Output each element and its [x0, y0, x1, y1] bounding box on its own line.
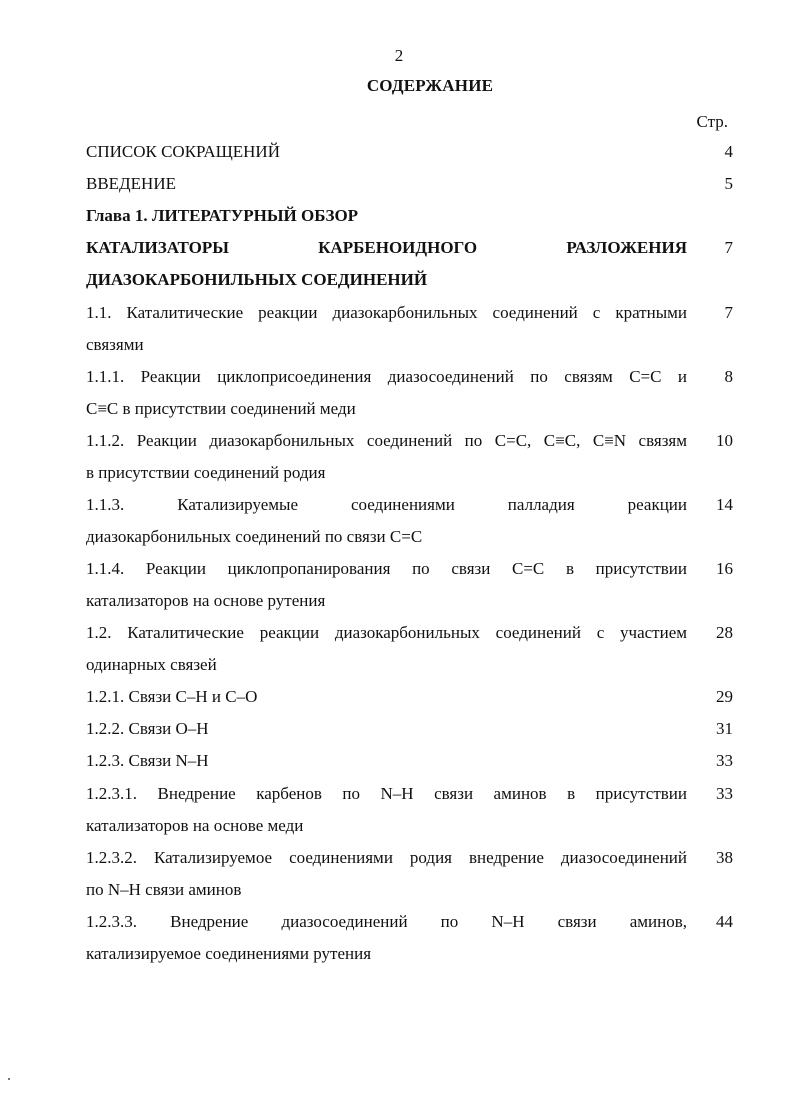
toc-entry	[86, 842, 733, 906]
toc-entry-text: СПИСОК СОКРАЩЕНИЙ	[86, 142, 280, 161]
toc-entry	[86, 906, 733, 970]
toc-entry	[86, 745, 733, 777]
toc-entry-page: 29	[716, 687, 733, 706]
toc-entry-page: 33	[716, 784, 733, 803]
toc-entry-text: 1.2.3. Связи N–Н	[86, 751, 209, 770]
toc-entry-text: 1.2.1. Связи С–Н и С–О	[86, 687, 258, 706]
toc-entry-page: 33	[716, 751, 733, 770]
toc-entry-page: 8	[724, 367, 733, 386]
toc-entry-page: 4	[724, 142, 733, 161]
toc-entry-text: 1.2.3.1. Внедрение карбенов по N–Н связи аминов в присутствии	[86, 784, 687, 803]
toc-chapter-heading	[86, 200, 733, 296]
toc-entry-page: 31	[716, 719, 733, 738]
toc-entry-page: 44	[716, 912, 733, 931]
toc-entry-text: катализируемое соединениями рутения	[86, 944, 372, 963]
toc-entry-text: катализаторов на основе рутения	[86, 591, 326, 610]
toc-entry-text: Глава 1. ЛИТЕРАТУРНЫЙ ОБЗОР	[86, 206, 359, 225]
toc-entry-text: 1.2.3.2. Катализируемое соединениями родия внедрение диазосоединений	[86, 848, 687, 867]
toc-entry-text: по N–Н связи аминов	[86, 880, 242, 899]
toc-entry	[86, 361, 733, 425]
toc-entry-text: в присутствии соединений родия	[86, 463, 326, 482]
toc-entry-page: 5	[724, 174, 733, 193]
toc-entry-text: 1.2.3.3. Внедрение диазосоединений по N–Н связи аминов,	[86, 912, 687, 931]
toc-entry-page: 7	[724, 303, 733, 322]
page-number: 2	[394, 46, 404, 65]
toc-entry-text: ВВЕДЕНИЕ	[86, 174, 176, 193]
toc-entry-text: КАТАЛИЗАТОРЫ КАРБЕНОИДНОГО РАЗЛОЖЕНИЯ	[86, 238, 687, 257]
page-title: СОДЕРЖАНИЕ	[366, 76, 494, 95]
toc-entry	[86, 425, 733, 489]
toc-entry-page: 7	[724, 238, 733, 257]
toc-entry	[86, 778, 733, 842]
toc-entry	[86, 168, 733, 200]
toc-entry	[86, 297, 733, 361]
toc-entry-text: связями	[86, 335, 144, 354]
toc-entry-text: 1.1.3. Катализируемые соединениями палладия реакции	[86, 495, 687, 514]
toc-entry	[86, 617, 733, 681]
toc-entry-text: С≡С в присутствии соединений меди	[86, 399, 356, 418]
toc-entry	[86, 136, 733, 168]
toc-entry	[86, 553, 733, 617]
toc-entry-text: катализаторов на основе меди	[86, 816, 304, 835]
toc-entry-text: 1.2.2. Связи О–Н	[86, 719, 209, 738]
page-column-label: Стр.	[696, 112, 728, 131]
toc-entry-text: одинарных связей	[86, 655, 217, 674]
toc-entry-page: 28	[716, 623, 733, 642]
toc-entry-page: 38	[716, 848, 733, 867]
toc-entry-text: 1.1.1. Реакции циклоприсоединения диазосоединений по связям С=С и	[86, 367, 687, 386]
toc-entry-page: 16	[716, 559, 733, 578]
toc-entry-text: диазокарбонильных соединений по связи С=С	[86, 527, 423, 546]
toc-entry	[86, 489, 733, 553]
toc-entry	[86, 681, 733, 713]
toc-entry-text: 1.2. Каталитические реакции диазокарбонильных соединений с участием	[86, 623, 687, 642]
toc-entry-text: ДИАЗОКАРБОНИЛЬНЫХ СОЕДИНЕНИЙ	[86, 270, 428, 289]
toc-entry-text: 1.1.2. Реакции диазокарбонильных соединений по С=С, С≡С, С≡N связям	[86, 431, 687, 450]
scan-speck	[8, 1078, 10, 1080]
toc-entry-text: 1.1.4. Реакции циклопропанирования по связи С=С в присутствии	[86, 559, 687, 578]
toc-entry	[86, 713, 733, 745]
toc-entry-page: 10	[716, 431, 733, 450]
toc-entry-text: 1.1. Каталитические реакции диазокарбонильных соединений с кратными	[86, 303, 687, 322]
toc-entry-page: 14	[716, 495, 733, 514]
